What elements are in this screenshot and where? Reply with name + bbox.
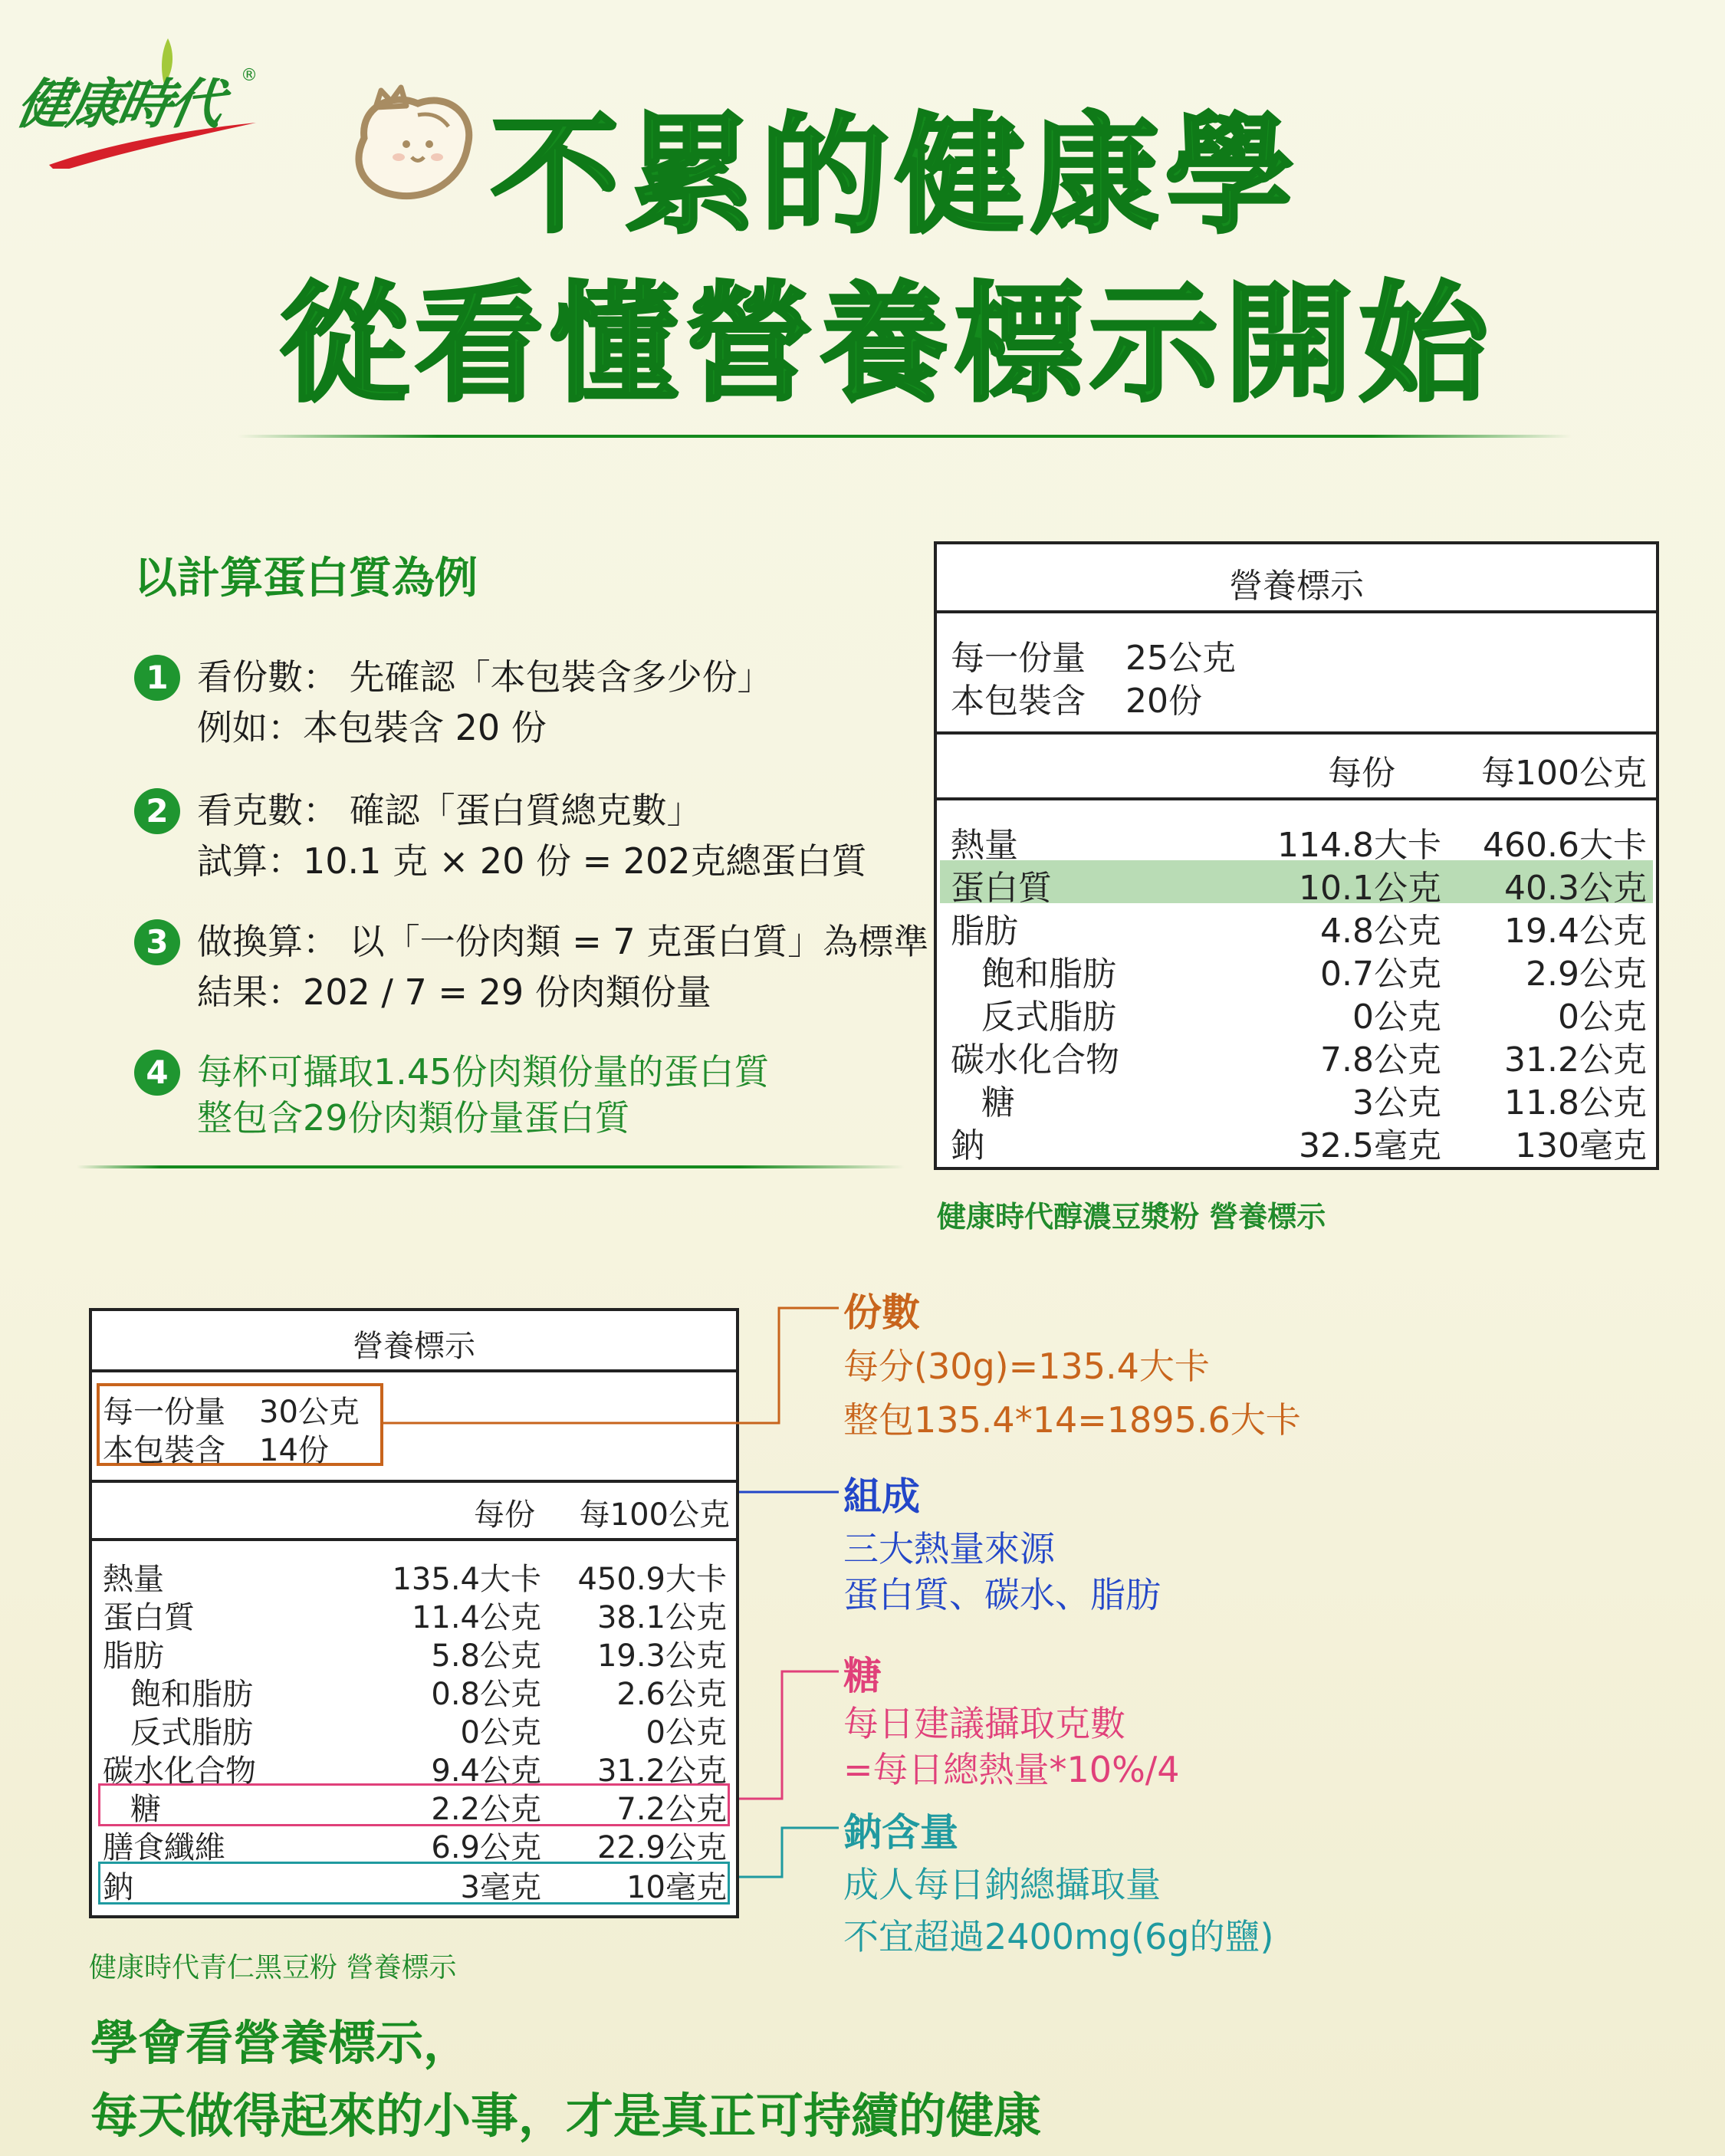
serving-size-value: 30公克 [259,1395,360,1430]
nutrient-per-serving: 3公克 [1352,1083,1441,1122]
annotation-sugar-line: 每日建議攝取克數 [843,1703,1125,1744]
column-header-per-serving: 每份 [1328,754,1395,793]
nutrient-name: 碳水化合物 [103,1753,256,1789]
step-text: 看份數： 先確認「本包裝含多少份」 [197,656,773,698]
title-line-1: 不累的健康學 [491,100,1300,251]
step-number-badge: 1 [134,655,180,701]
annotation-sodium-line: 成人每日鈉總攝取量 [843,1864,1161,1905]
annotation-sugar-line: =每日總熱量*10%/4 [843,1749,1180,1790]
step-text: 試算：10.1 克 × 20 份 = 202克總蛋白質 [197,840,867,882]
servings-label: 本包裝含 [951,682,1086,721]
annotation-sugar-title: 糖 [843,1654,882,1698]
nutrient-name: 脂肪 [103,1638,164,1674]
nutrient-per-100g: 22.9公克 [596,1830,727,1865]
column-header-per-100g: 每100公克 [1481,754,1647,793]
nutrient-per-serving: 114.8大卡 [1277,826,1441,865]
annotation-sodium-title: 鈉含量 [843,1810,958,1855]
step-text: 整包含29份肉類份量蛋白質 [197,1097,630,1139]
nutrient-name: 飽和脂肪 [981,955,1116,994]
label-1-caption: 健康時代醇濃豆漿粉 營養標示 [937,1200,1326,1234]
nutrient-per-100g: 130毫克 [1515,1126,1647,1165]
nutrient-per-100g: 31.2公克 [596,1753,727,1789]
column-header-per-100g: 每100公克 [579,1497,730,1533]
step-text: 每杯可攝取1.45份肉類份量的蛋白質 [197,1051,770,1093]
nutrient-per-serving: 4.8公克 [1320,912,1441,951]
nutrient-per-100g: 19.4公克 [1504,912,1647,951]
nutrient-per-serving: 0公克 [460,1715,541,1750]
registered-mark: ® [241,66,258,85]
nutrient-name: 熱量 [103,1562,164,1597]
column-header-per-serving: 每份 [474,1497,535,1533]
nutrient-per-100g: 450.9大卡 [577,1562,727,1597]
annotation-composition-line: 三大熱量來源 [843,1528,1055,1569]
annotation-composition-title: 組成 [843,1474,920,1519]
step-number-badge: 2 [134,788,180,834]
step-text: 做換算： 以「一份肉類 = 7 克蛋白質」為標準 [197,921,929,962]
nutrient-per-serving: 0公克 [1352,997,1441,1037]
nutrient-per-100g: 10毫克 [626,1870,727,1905]
step-text: 例如：本包裝含 20 份 [197,707,547,748]
servings-value: 14份 [259,1433,329,1468]
nutrient-name: 蛋白質 [951,869,1052,908]
section-heading: 以計算蛋白質為例 [134,554,478,603]
label-title: 營養標示 [353,1329,475,1364]
nutrient-per-100g: 7.2公克 [616,1792,727,1827]
nutrient-per-serving: 3毫克 [460,1870,541,1905]
nutrient-name: 糖 [130,1792,161,1827]
footer-line-1: 學會看營養標示， [90,2015,472,2071]
serving-size-value: 25公克 [1125,639,1236,678]
nutrient-per-100g: 19.3公克 [596,1638,727,1674]
nutrient-name: 鈉 [951,1126,984,1165]
nutrient-per-100g: 460.6大卡 [1483,826,1647,865]
nutrient-per-serving: 5.8公克 [431,1638,541,1674]
nutrient-per-serving: 135.4大卡 [392,1562,541,1597]
nutrient-per-serving: 11.4公克 [411,1600,541,1635]
serving-size-label: 每一份量 [103,1395,225,1430]
step-text: 結果：202 / 7 = 29 份肉類份量 [197,971,711,1013]
nutrient-name: 糖 [981,1083,1015,1122]
title-line-2: 從看懂營養標示開始 [280,269,1494,419]
step-text: 看克數： 確認「蛋白質總克數」 [197,790,702,831]
annotation-composition-line: 蛋白質、碳水、脂肪 [843,1574,1161,1615]
nutrient-per-100g: 40.3公克 [1504,869,1647,908]
label-title: 營養標示 [1229,567,1364,606]
nutrient-name: 鈉 [103,1870,133,1905]
nutrient-name: 膳食纖維 [103,1830,225,1865]
nutrient-name: 碳水化合物 [951,1040,1119,1080]
annotation-sodium-line: 不宜超過2400mg(6g的鹽) [843,1916,1274,1957]
nutrient-per-serving: 32.5毫克 [1299,1126,1441,1165]
step-number-badge: 4 [134,1050,180,1096]
nutrient-name: 熱量 [951,826,1018,865]
serving-size-label: 每一份量 [951,639,1086,678]
nutrient-per-serving: 6.9公克 [431,1830,541,1865]
nutrient-name: 反式脂肪 [130,1715,253,1750]
nutrient-per-serving: 10.1公克 [1299,869,1441,908]
nutrient-name: 飽和脂肪 [130,1677,253,1712]
nutrient-per-100g: 38.1公克 [596,1600,727,1635]
nutrient-per-serving: 0.8公克 [431,1677,541,1712]
nutrient-per-100g: 2.6公克 [616,1677,727,1712]
footer-line-2: 每天做得起來的小事，才是真正可持續的健康 [90,2088,1042,2144]
label-2-caption: 健康時代青仁黑豆粉 營養標示 [89,1952,457,1983]
annotation-servings-line: 每分(30g)=135.4大卡 [843,1346,1210,1387]
servings-label: 本包裝含 [103,1433,225,1468]
nutrient-per-100g: 2.9公克 [1526,955,1647,994]
nutrient-per-100g: 11.8公克 [1504,1083,1647,1122]
nutrient-per-serving: 7.8公克 [1320,1040,1441,1080]
servings-value: 20份 [1125,682,1202,721]
nutrient-per-serving: 2.2公克 [431,1792,541,1827]
nutrient-per-100g: 0公克 [1558,997,1647,1037]
annotation-servings-line: 整包135.4*14=1895.6大卡 [843,1399,1301,1441]
nutrient-per-serving: 0.7公克 [1320,955,1441,994]
step-number-badge: 3 [134,919,180,965]
nutrient-name: 蛋白質 [103,1600,195,1635]
nutrient-per-100g: 0公克 [646,1715,727,1750]
nutrient-per-serving: 9.4公克 [431,1753,541,1789]
annotation-servings-title: 份數 [843,1290,920,1335]
brand-name: 健康時代 [12,73,226,136]
nutrient-name: 反式脂肪 [981,997,1116,1037]
nutrient-name: 脂肪 [951,912,1018,951]
nutrient-per-100g: 31.2公克 [1504,1040,1647,1080]
